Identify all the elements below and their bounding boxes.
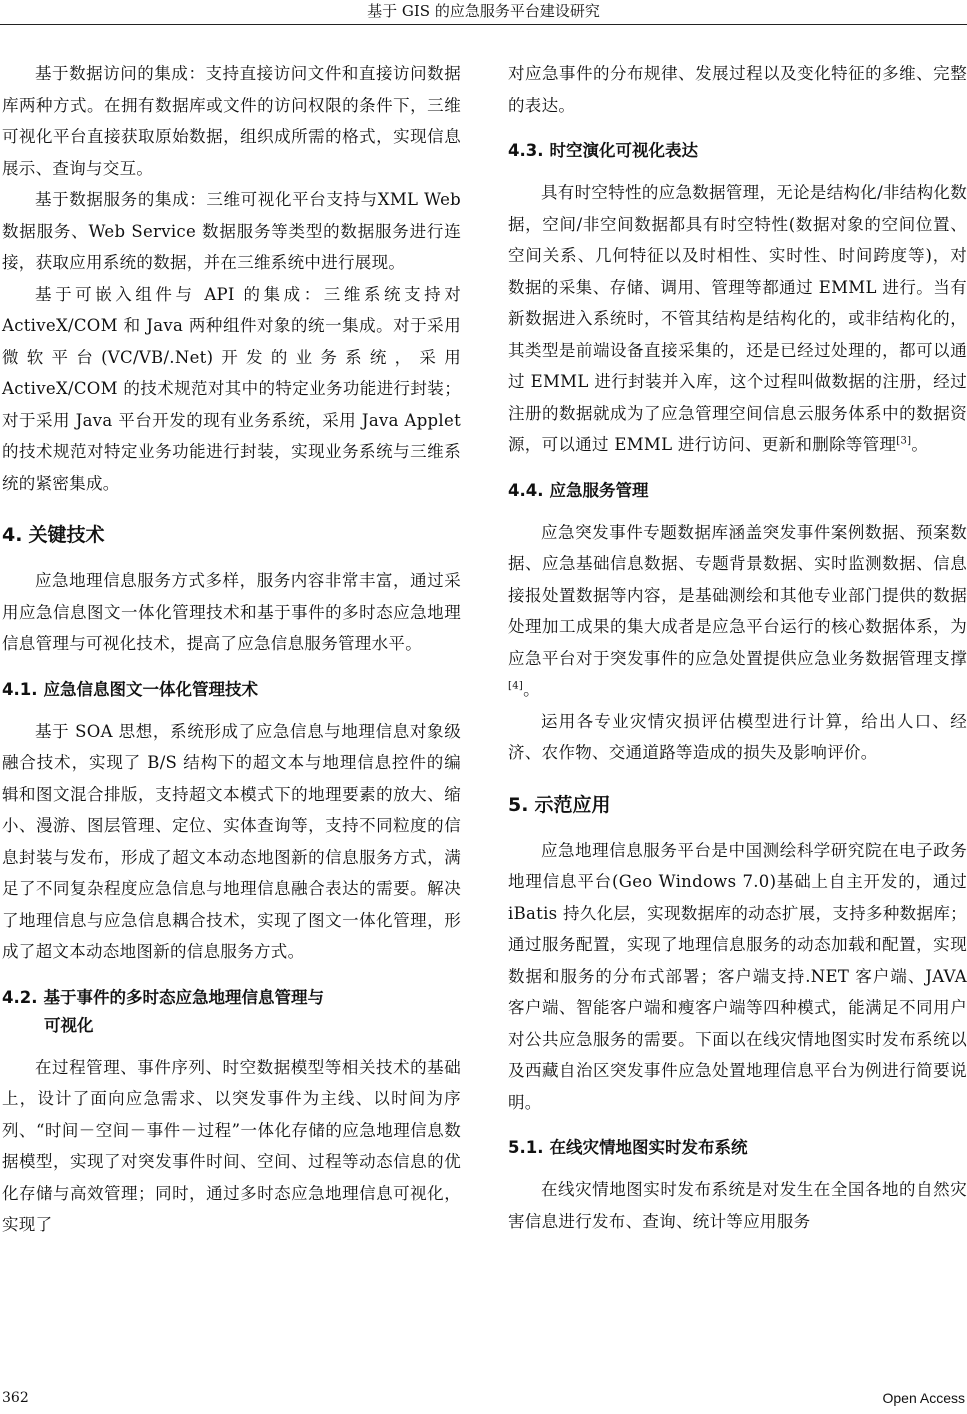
paragraph-end: 。 [523,680,540,699]
section-heading-4 [2,521,461,549]
section-heading-5 [508,791,967,819]
section-title: 应急服务管理 [549,480,649,500]
section-heading-4-4 [508,477,967,505]
section-number: 4.4. [508,480,544,500]
paragraph-end: 。 [911,435,929,454]
section-title-line1: 基于事件的多时态应急地理信息管理与 [43,987,324,1007]
paragraph-data-service-integration: 基于数据服务的集成：三维可视化平台支持与XML Web 数据服务、Web Service 数据服务等类型的数据服务进行连接，获取应用系统的数据，并在三维系统中进行展现。 [2,190,461,272]
section-heading-4-1 [2,676,461,704]
paragraph-online-disaster-map: 在线灾情地图实时发布系统是对发生在全国各地的自然灾害信息进行发布、查询、统计等应用服务 [508,1180,967,1231]
paragraph-multi-temporal-management: 在过程管理、事件序列、时空数据模型等相关技术的基础上，设计了面向应急需求、以突发事件为主线、以时间为序列、“时间－空间－事件－过程”一体化存储的应急地理信息数据模型，实现了对突发事件时间、空间、过程等动态信息的优化存储与高效管理；同时，通过多时态应急地理信息可视化，实现了 [2,1057,461,1234]
citation-ref-4[interactable]: [4] [508,680,524,692]
section-heading-4-2 [2,984,461,1040]
section-title: 示范应用 [534,793,611,816]
section-heading-5-1 [508,1134,967,1162]
paragraph-graphic-text-integration: 基于 SOA 思想，系统形成了应急信息与地理信息对象级融合技术，实现了 B/S 结构下的超文本与地理信息控件的编辑和图文混合排版，支持超文本模式下的地理要素的放大、缩小、漫游、图层管理、定位、实体查询等，支持不同粒度的信息封装与发布，形成了超文本动态地图新的信息服务方式，满足了不同复杂程度应急信息与地理信息融合表达的需要。解决了地理信息与应急信息耦合技术，实现了图文一体化管理，形成了超文本动态地图新的信息服务方式。 [2,721,461,961]
paragraph-platform-overview: 应急地理信息服务平台是中国测绘科学研究院在电子政务地理信息平台(Geo Windows 7.0)基础上自主开发的，通过 iBatis 持久化层，实现数据库的动态扩展，支持多种数据库；通过服务配置，实现了地理信息服务的动态加载和配置，实现数据和服务的分布式部署；客户端支持.NET 客户端、JAVA 客户端、智能客户端和瘦客户端等四种模式，能满足不同用户对公共应急服务的需要。下面以在线灾情地图实时发布系统以及西藏自治区突发事件应急处置地理信息平台为例进行简要说明。 [508,840,967,1112]
paragraph-data-access-integration: 基于数据访问的集成：支持直接访问文件和直接访问数据库两种方式。在拥有数据库或文件的访问权限的条件下，三维可视化平台直接获取原始数据，组织成所需的格式，实现信息展示、查询与交互。 [2,64,461,178]
paragraph-emergency-database [508,517,967,706]
section-title: 关键技术 [28,524,105,546]
citation-ref-3[interactable]: [3] [896,435,912,447]
section-title: 应急信息图文一体化管理技术 [43,679,258,699]
section-number: 5.1. [508,1138,544,1157]
section-heading-4-3 [508,137,967,165]
paragraph-continuation: 对应急事件的分布规律、发展过程以及变化特征的多维、完整的表达。 [508,64,967,115]
right-column [508,58,967,1237]
running-header [0,0,967,25]
section-number: 4. [2,524,23,546]
paragraph-spatiotemporal-data [508,177,967,461]
paragraph-component-api-integration: 基于可嵌入组件与 API 的集成：三维系统支持对 ActiveX/COM 和 Java 两种组件对象的统一集成。对于采用微软平台(VC/VB/.Net)开发的业务系统，采用 ActiveX/COM 的技术规范对其中的特定业务功能进行封装；对于采用 Java 平台开发的现有业务系统，采用 Java Applet 的技术规范对特定业务功能进行封装，实现业务系统与三维系统的紧密集成。 [2,284,461,493]
paragraph-loss-assessment: 运用各专业灾情灾损评估模型进行计算，给出人口、经济、农作物、交通道路等造成的损失及影响评价。 [508,711,967,762]
page-number: 362 [2,1390,29,1406]
left-column [2,58,461,1241]
section-title: 时空演化可视化表达 [549,141,698,160]
paragraph-text: 应急突发事件专题数据库涵盖突发事件案例数据、预案数据、应急基础信息数据、专题背景数据、实时监测数据、信息接报处置数据等内容，是基础测绘和其他专业部门提供的数据处理加工成果的集大成者是应急平台运行的核心数据体系，为应急平台对于突发事件的应急处置提供应急业务数据管理支撑 [508,522,967,668]
section-title-line2: 可视化 [44,1015,94,1035]
page-footer [0,1388,967,1408]
section-number: 5. [508,793,529,816]
section-number: 4.1. [2,679,38,699]
running-header-title: 基于 GIS 的应急服务平台建设研究 [367,2,600,20]
paragraph-key-tech-intro: 应急地理信息服务方式多样，服务内容非常丰富，通过采用应急信息图文一体化管理技术和基于事件的多时态应急地理信息管理与可视化技术，提高了应急信息服务管理水平。 [2,571,461,653]
open-access-label: Open Access [882,1390,965,1406]
paragraph-text: 具有时空特性的应急数据管理，无论是结构化/非结构化数据，空间/非空间数据都具有时空特性(数据对象的空间位置、空间关系、几何特征以及时相性、实时性、时间跨度等)，对数据的采集、存储、调用、管理等都通过 EMML 进行。当有新数据进入系统时，不管其结构是结构化的，或非结构化的，其类型是前端设备直接采集的，还是已经过处理的，都可以通过 EMML 进行封装并入库，这个过程叫做数据的注册，经过注册的数据就成为了应急管理空间信息云服务体系中的数据资源，可以通过 EMML 进行访问、更新和删除等管理 [508,183,967,454]
section-number: 4.2. [2,987,38,1007]
section-number: 4.3. [508,141,544,160]
section-title: 在线灾情地图实时发布系统 [549,1138,748,1157]
